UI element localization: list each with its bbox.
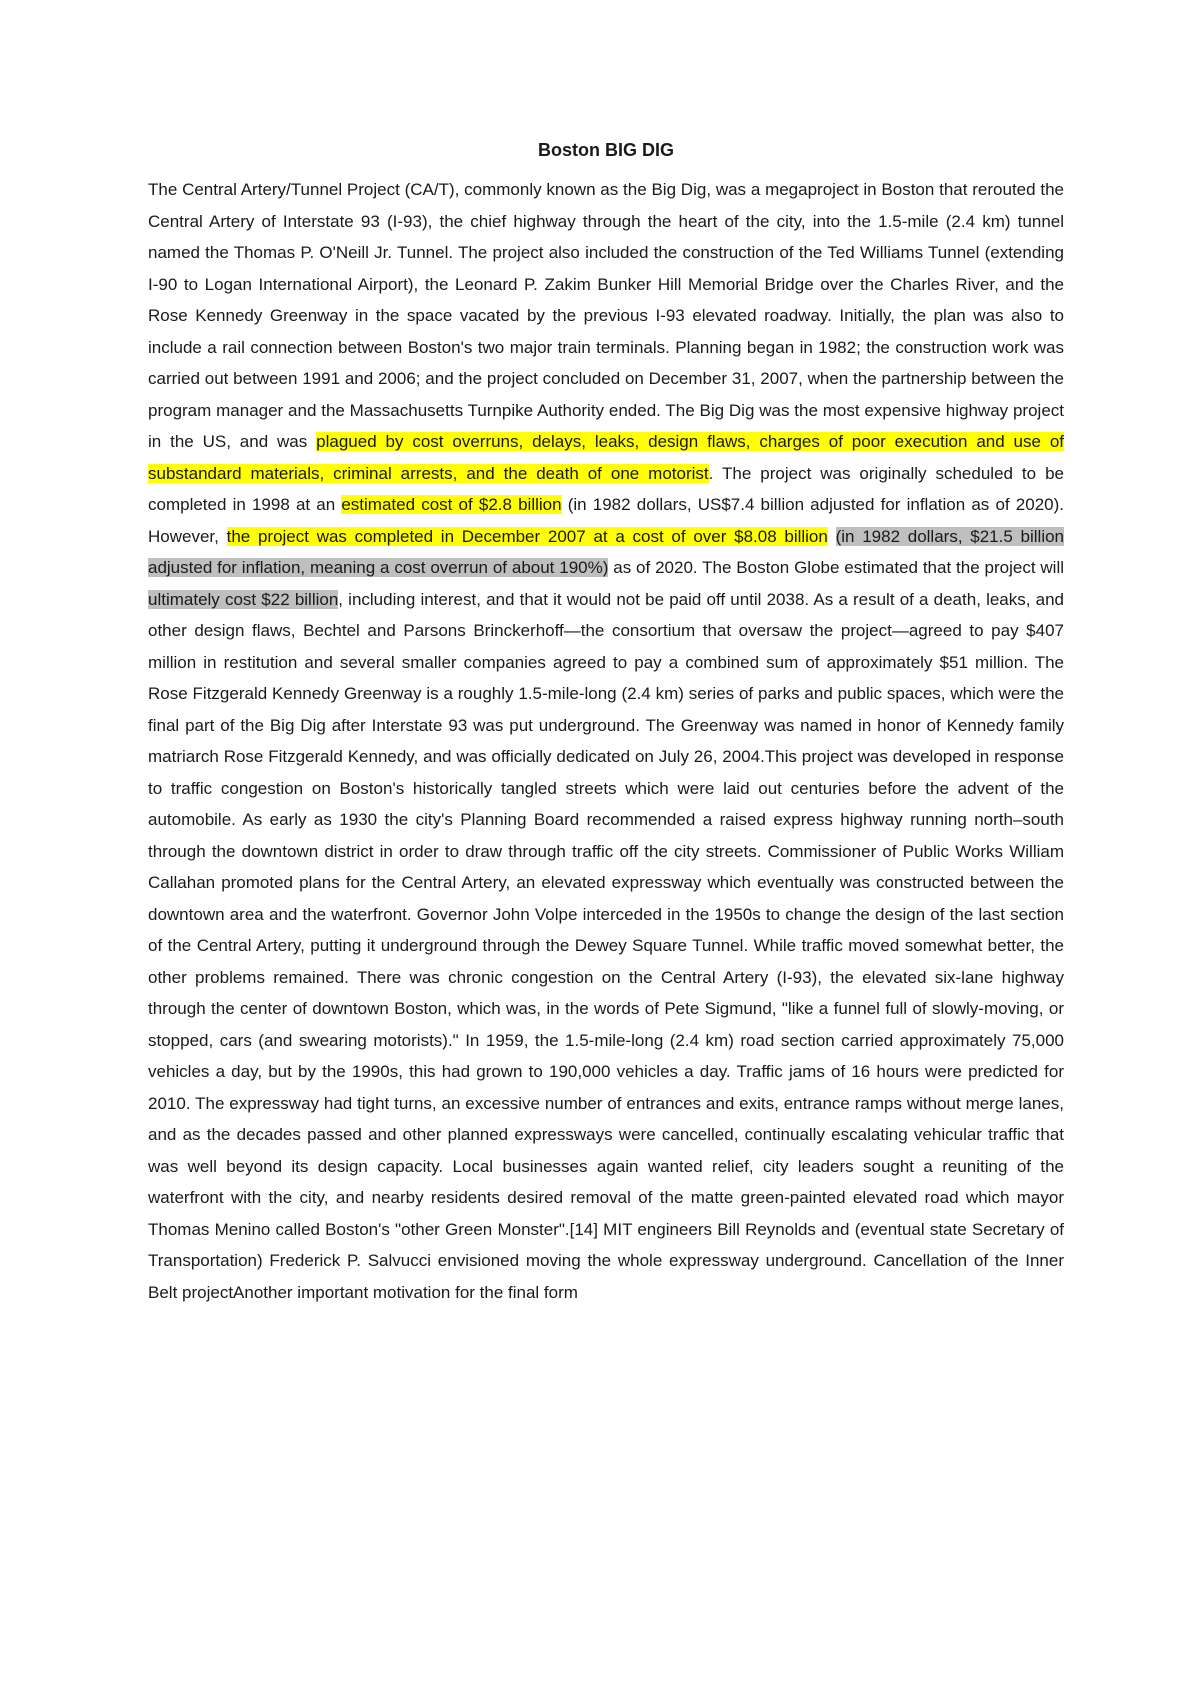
- highlight-completed-cost: the project was completed in December 2007 at a cost of over $8.08 billion: [226, 526, 828, 546]
- document-page: [148, 138, 1064, 1308]
- highlight-adjusted-inflation: (in 1982 dollars, $21.5 billion adjusted for inflation, meaning a cost overrun of about 190%): [148, 526, 1065, 577]
- body-text-2: . The project was originally scheduled to be completed in 1998 at an: [148, 463, 1064, 514]
- document-title: Boston BIG DIG: [538, 140, 674, 160]
- body-text-6: , including interest, and that it would not be paid off until 2038. As a result of a death, leaks, and other design flaws, Bechtel and Parsons Brinckerhoff—the consortium that oversaw the project—agreed to pay $407 million in restitution and several smaller companies agreed to pay a combined sum of approximately $51 million. The Rose Fitzgerald Kennedy Greenway is a roughly 1.5-mile-long (2.4 km) series of parks and public spaces, which were the final part of the Big Dig after Interstate 93 was put underground. The Greenway was named in honor of Kennedy family matriarch Rose Fitzgerald Kennedy, and was officially dedicated on July 26, 2004.This project was developed in response to traffic congestion on Boston's historically tangled streets which were laid out centuries before the advent of the automobile. As early as 1930 the city's Planning Board recommended a raised express highway running north–south through the downtown district in order to draw through traffic off the city streets. Commissioner of Public Works William Callahan promoted plans for the Central Artery, an elevated expressway which eventually was constructed between the downtown area and the waterfront. Governor John Volpe interceded in the 1950s to change the design of the last section of the Central Artery, putting it underground through the Dewey Square Tunnel. While traffic moved somewhat better, the other problems remained. There was chronic congestion on the Central Artery (I-93), the elevated six-lane highway through the center of downtown Boston, which was, in the words of Pete Sigmund, "like a funnel full of slowly-moving, or stopped, cars (and swearing motorists)." In 1959, the 1.5-mile-long (2.4 km) road section carried approximately 75,000 vehicles a day, but by the 1990s, this had grown to 190,000 vehicles a day. Traffic jams of 16 hours were predicted for 2010. The expressway had tight turns, an excessive number of entrances and exits, entrance ramps without merge lanes, and as the decades passed and other planned expressways were cancelled, continually escalating vehicular traffic that was well beyond its design capacity. Local businesses again wanted relief, city leaders sought a reuniting of the waterfront with the city, and nearby residents desired removal of the matte green-painted elevated road which mayor Thomas Menino called Boston's "other Green Monster".[14] MIT engineers Bill Reynolds and (eventual state Secretary of Transportation) Frederick P. Salvucci envisioned moving the whole expressway underground. Cancellation of the Inner Belt projectAnother important motivation for the final form: [148, 589, 1065, 1302]
- body-text-1: The Central Artery/Tunnel Project (CA/T), commonly known as the Big Dig, was a megaproject in Boston that rerouted the Central Artery of Interstate 93 (I-93), the chief highway through the heart of the city, into the 1.5-mile (2.4 km) tunnel named the Thomas P. O'Neill Jr. Tunnel. The project also included the construction of the Ted Williams Tunnel (extending I-90 to Logan International Airport), the Leonard P. Zakim Bunker Hill Memorial Bridge over the Charles River, and the Rose Kennedy Greenway in the space vacated by the previous I-93 elevated roadway. Initially, the plan was also to include a rail connection between Boston's two major train terminals. Planning began in 1982; the construction work was carried out between 1991 and 2006; and the project concluded on December 31, 2007, when the partnership between the program manager and the Massachusetts Turnpike Authority ended. The Big Dig was the most expensive highway project in the US, and was: [148, 180, 1064, 451]
- highlight-ultimate-cost: ultimately cost $22 billion: [148, 589, 339, 609]
- body-text-3: (in 1982 dollars, US$7.4 billion adjusted for inflation as of 2020). However,: [148, 495, 1064, 546]
- body-text-4: [828, 527, 836, 546]
- body-text-5: as of 2020. The Boston Globe estimated that the project will: [608, 558, 1064, 577]
- highlight-estimated-cost: estimated cost of $2.8 billion: [341, 495, 562, 514]
- highlight-cost-overruns: plagued by cost overruns, delays, leaks, design flaws, charges of poor execution and use of substandard materials, criminal arrests, and the death of one motorist: [148, 432, 1064, 483]
- body-paragraph: [148, 174, 1064, 1308]
